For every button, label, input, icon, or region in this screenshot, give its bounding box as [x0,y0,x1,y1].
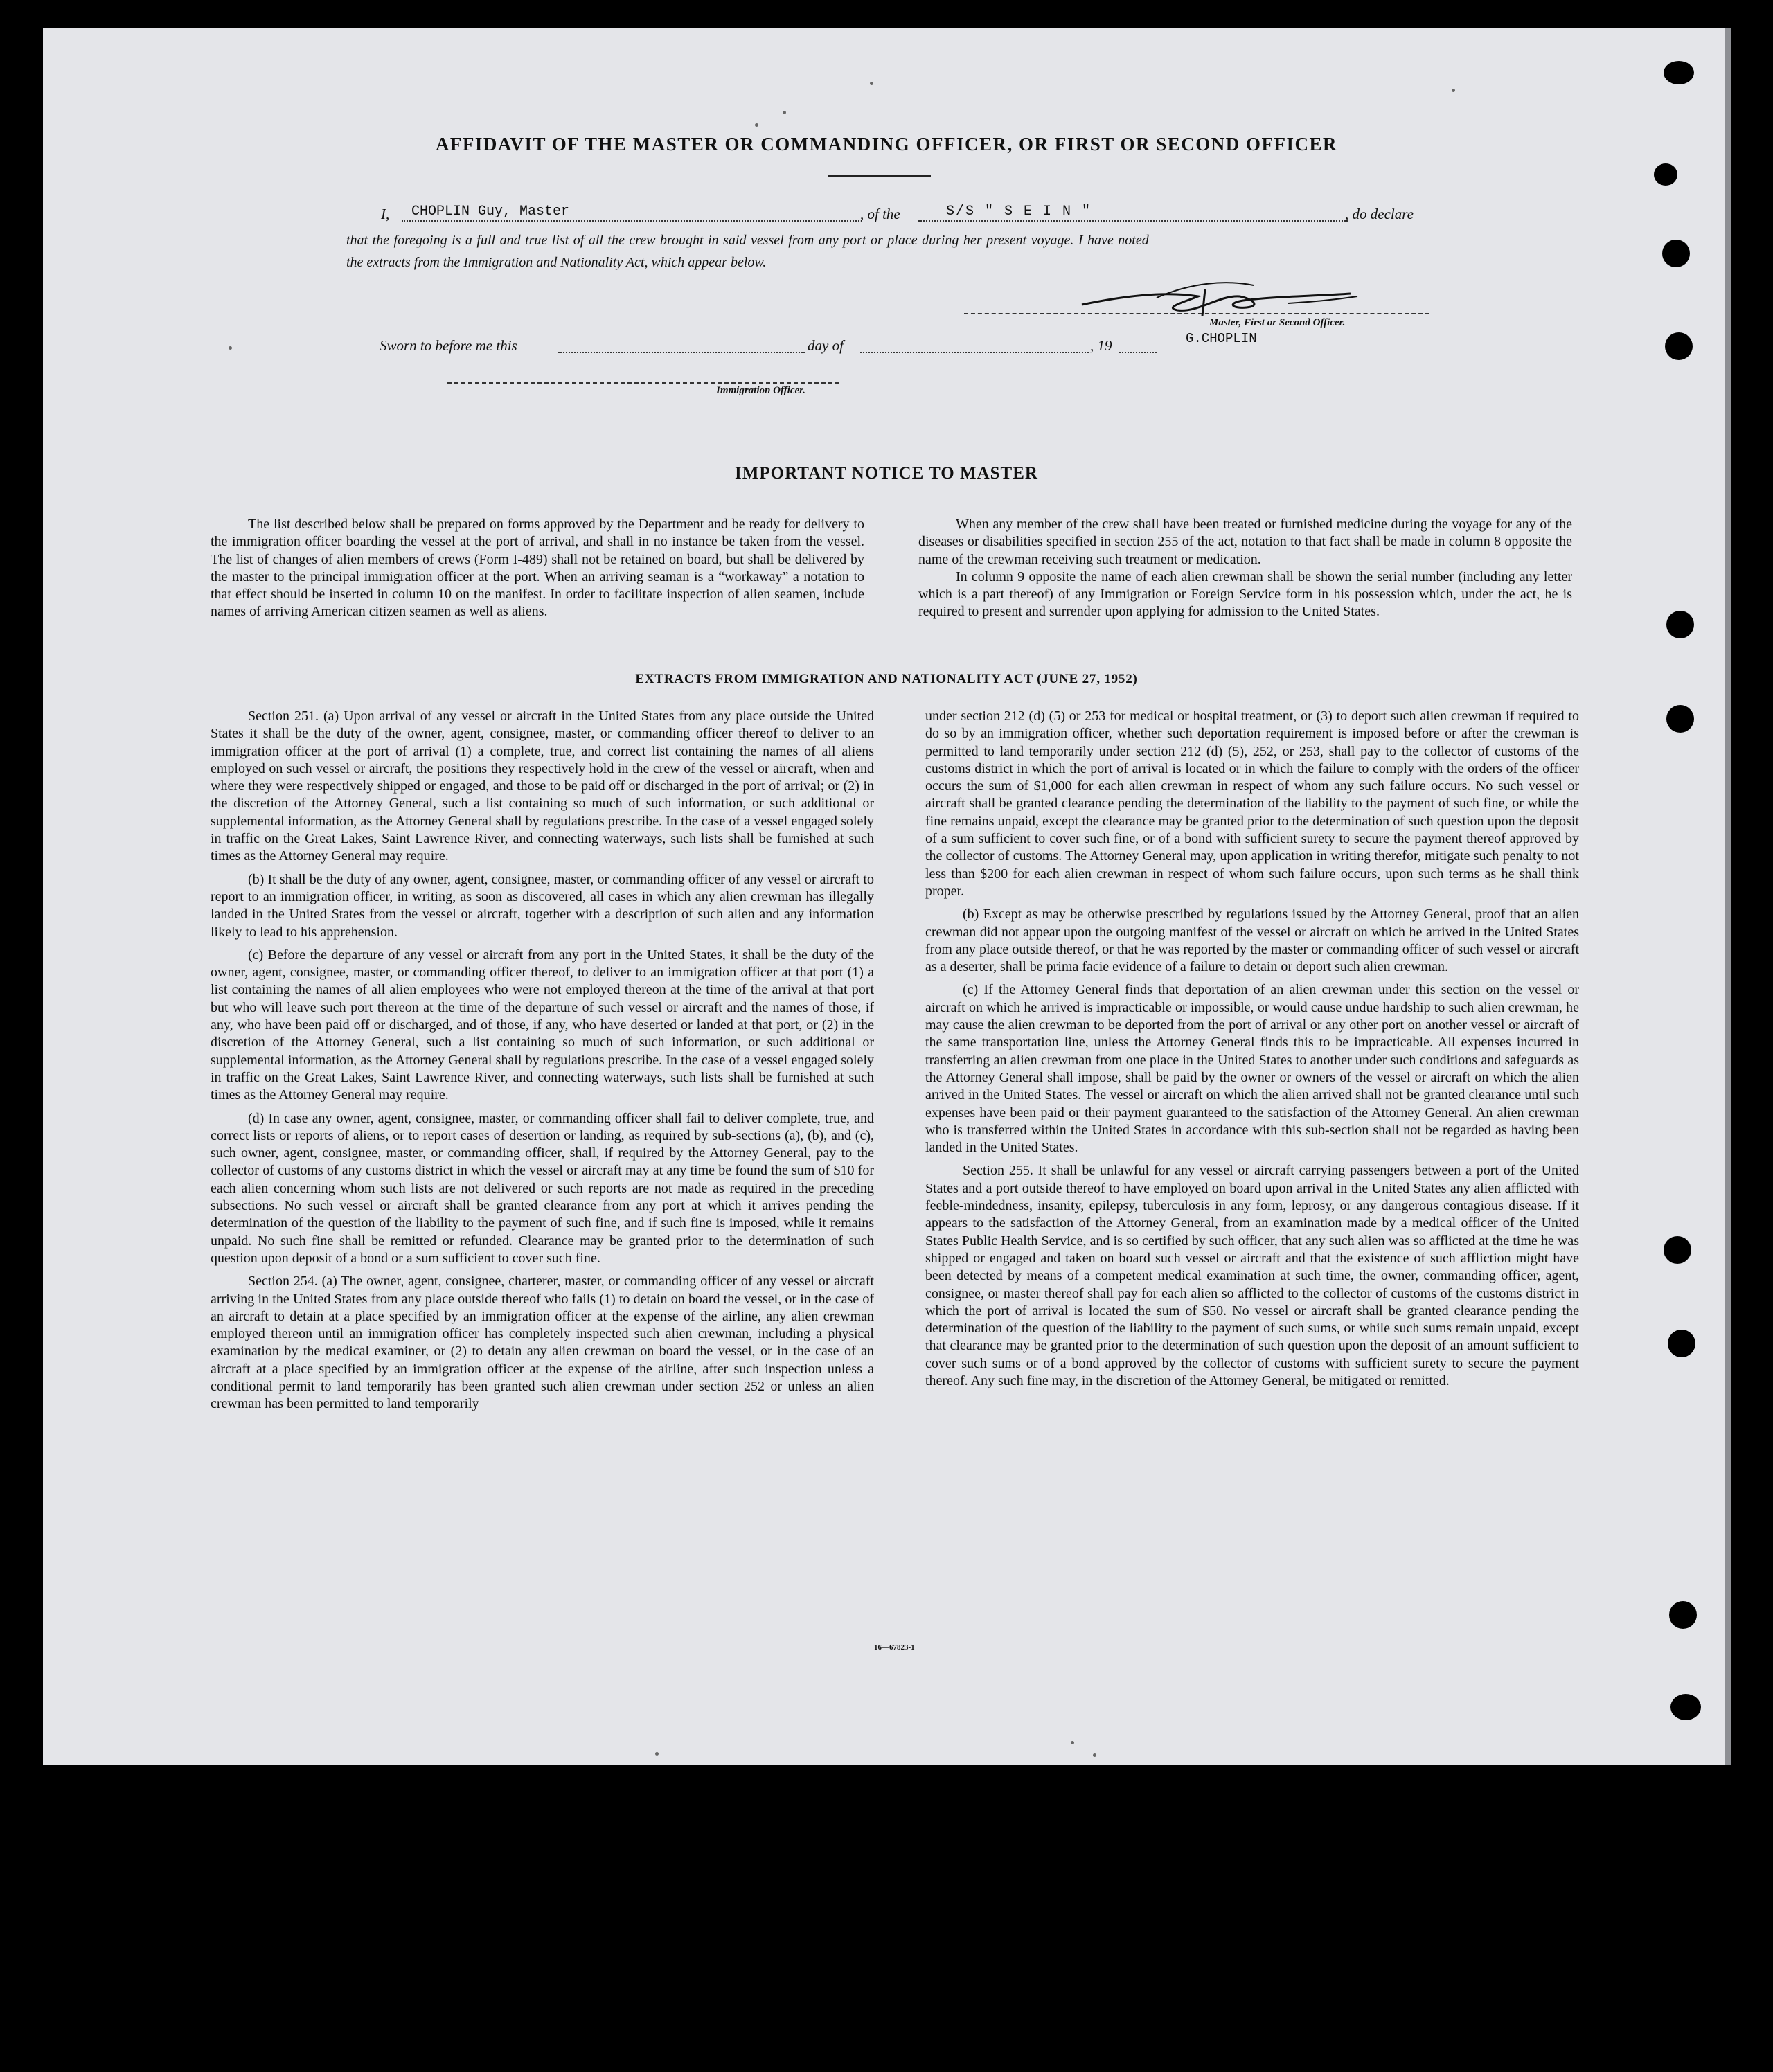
signature-title: Master, First or Second Officer. [1209,317,1346,328]
page-title: AFFIDAVIT OF THE MASTER OR COMMANDING OFFICER, OR FIRST OR SECOND OFFICER [435,134,1338,154]
notice-title: IMPORTANT NOTICE TO MASTER [735,464,1038,483]
section-254b: (b) Except as may be otherwise prescribed by regulations issued by the Attorney General, proof that an alien crewman did not appear upon the outgoing manifest of the vessel or aircraft on which he arrived in the United States from any place outside thereof, or that he was reported by the master or commanding officer of such vessel or aircraft as a deserter, shall be prima facie evidence of a failure to detain or deport such alien crewman. [925,906,1579,975]
binder-hole [1668,1330,1695,1357]
binder-hole [1666,705,1694,733]
of-the-label: , of the [860,206,900,222]
extracts-title: EXTRACTS FROM IMMIGRATION AND NATIONALITY ACT (JUNE 27, 1952) [635,672,1138,686]
scan-speck [1071,1741,1074,1744]
binder-hole [1670,1694,1701,1720]
scan-speck [229,346,232,350]
section-251c: (c) Before the departure of any vessel or aircraft from any port in the United States, it shall be the duty of the owner, agent, consignee, master, or commanding officer thereof, to deliver to an immigration officer at that port (1) a list containing the names of all alien employees who were not employed thereon at the time of the arrival at that port but who will leave such port thereon at the time of the departure of such vessel or aircraft and the names of those, if any, who have been paid off or discharged, and of those, if any, who have deserted or landed at that port, or (2) in the discretion of the Attorney General, such a list containing so much of such information, or such additional or supplemental information, as the Attorney General shall by regulations prescribe. In the case of a vessel engaged solely in traffic on the Great Lakes, Saint Lawrence River, and connecting waterways, such lists shall be furnished at such times as the Attorney General may require. [211,947,874,1103]
section-254a: Section 254. (a) The owner, agent, consignee, charterer, master, or commanding officer of any vessel or aircraft arriving in the United States from any place outside thereof who fails (1) to detain on board the vessel, or in the case of an aircraft to detain at a place specified by an immigration officer at the expense of the airline, any alien crewman employed thereon until an immigration officer has completely inspected such alien crewman, including a physical examination by the medical examiner, or (2) to detain any alien crewman on board the vessel, or in the case of an aircraft at a place specified by an immigration officer at the expense of the airline, after such inspection unless a conditional permit to land temporarily has been granted such alien crewman under section 252 or unless an alien crewman has been permitted to land temporarily [211,1274,874,1412]
master-name-field[interactable]: CHOPLIN Guy, Master [411,204,570,220]
notice-paragraph: The list described below shall be prepared on forms approved by the Department and be ready for delivery to the immigration officer boarding the vessel at the port of arrival, and shall in no instance be taken from the vessel. The list of changes of alien members of crews (Form I-489) shall not be retained on board, but shall be delivered by the master to the principal immigration officer at the port. When an arriving seaman is a “workaway” a notation to that effect should be inserted in column 10 on the manifest. In order to facilitate inspection of alien seamen, include names of arriving American citizen seamen as well as aliens. [211,517,864,620]
binder-hole [1665,332,1693,360]
year-label: , 19 [1090,337,1112,354]
section-251b: (b) It shall be the duty of any owner, agent, consignee, master, or commanding officer of any vessel or aircraft to report to an immigration officer, in writing, as soon as discovered, all cases in which any alien crewman has illegally landed in the United States from the vessel or aircraft, together with a description of such alien and any information likely to lead to his apprehension. [211,871,874,940]
section-255: Section 255. It shall be unlawful for any vessel or aircraft carrying passengers between a port of the United States and a port outside thereof to have employed on board upon arrival in the United States any alien afflicted with feeble-mindedness, insanity, epilepsy, tuberculosis in any form, leprosy, or any dangerous contagious disease. If it appears to the satisfaction of the Attorney General, from an examination made by a medical officer of the United States Public Health Service, and is so certified by such officer, that any such alien was so afflicted at the time he was shipped or engaged and taken on board such vessel or aircraft and that the existence of such affliction might have been detected by means of a competent medical examination at such time, the owner, commanding officer, agent, consignee, or master thereof shall pay for each alien so afflicted to the collector of customs of the customs district in which the port of arrival is located the sum of $50. No vessel or aircraft shall be granted clearance pending the determination of the question of the liability to the payment of such sums, or while such sums remain unpaid, except that clearance may be granted prior to the determination of such question upon the deposit of an amount sufficient to cover such sums or of a bond approved by the collector of customs with sufficient surety to secure the payment thereof. Any such fine may, in the discretion of the Attorney General, be mitigated or remitted. [925,1163,1579,1388]
extracts-left-column [211,708,874,1413]
sworn-label: Sworn to before me this [380,337,517,354]
scan-speck [755,123,758,127]
vessel-name-line [918,220,1348,222]
binder-hole [1664,1236,1691,1264]
affidavit-statement: that the foregoing is a full and true list of all the crew brought in said vessel from any port or place during her present voyage. I have noted [346,233,1149,248]
notice-left-column [211,516,864,621]
binder-hole [1654,163,1677,186]
scan-speck [1452,89,1455,92]
section-254c: (c) If the Attorney General finds that deportation of an alien crewman under this section on the vessel or aircraft on which he arrived is impracticable or impossible, or would cause undue hardship to such alien crewman, he may cause the alien crewman to be deported from the port of arrival or any other port on another vessel or aircraft of the same transportation line, unless the Attorney General finds this to be impracticable. All expenses incurred in transferring an alien crewman from one place in the United States to another under such conditions and safeguards as the Attorney General shall impose, shall be paid by the owner or owners of the vessel or aircraft on which the alien arrived in the United States. The vessel or aircraft on which the alien arrived shall not be granted clearance until such expenses have been paid or their payment guaranteed to the satisfaction of the Attorney General. An alien crewman who is transferred within the United States in accordance with this sub-section shall not be regarded as having been landed in the United States. [925,982,1579,1156]
binder-hole [1662,240,1690,267]
scan-speck [870,82,873,85]
extracts-right-column [925,708,1579,1390]
day-of-label: day of [808,337,844,354]
do-declare-label: , do declare [1345,206,1414,222]
section-251a: Section 251. (a) Upon arrival of any vessel or aircraft in the United States from any place outside the United States it shall be the duty of the owner, agent, consignee, master, or commanding officer thereof to deliver to an immigration officer at the port of arrival (1) a complete, true, and correct list containing the names of all aliens employed on such vessel or aircraft, the positions they respectively hold in the crew of the vessel or aircraft, when and where they were respectively shipped or engaged, and those to be paid off or discharged in the port of arrival; or (2) in the discretion of the Attorney General, such a list containing so much of such information, or such additional or supplemental information, as the Attorney General shall by regulations prescribe. In the case of a vessel engaged solely in traffic on the Great Lakes, Saint Lawrence River, and connecting waterways, such lists shall be furnished at such times as the Attorney General may require. [211,708,874,864]
scan-speck [655,1752,659,1756]
binder-hole [1669,1601,1697,1629]
officer-label: Immigration Officer. [716,385,805,396]
notice-paragraph: In column 9 opposite the name of each alien crewman shall be shown the serial number (including any letter which is a part thereof) of any Immigration or Foreign Service form in his possession which, under the act, he is required to present and surrender upon applying for admission to the United States. [918,569,1572,620]
sworn-year-line [1119,352,1157,353]
section-251d: (d) In case any owner, agent, consignee, master, or commanding officer shall fail to deliver complete, true, and correct lists or reports of aliens, or to report cases of desertion or landing, as required by sub-sections (a), (b), and (c), such owner, agent, consignee, master, or commanding officer, shall, if required by the Attorney General, pay to the collector of customs of any customs district in which the vessel or aircraft may at any time be found the sum of $10 for each alien concerning whom such lists are not delivered or such reports are not made as required in the preceding subsections. No such vessel or aircraft shall be granted clearance from any port at which it arrives pending the determination of the question of the liability to the payment of such fine, and if such fine is imposed, while it remains unpaid. No such fine shall be remitted or refunded. Clearance may be granted prior to the determination of such question upon deposit of a bond or a sum sufficient to cover such fine. [211,1110,874,1266]
notice-right-column [918,516,1572,621]
master-name-line [402,220,862,222]
page-edge [1725,28,1731,1765]
vessel-name-field[interactable]: S/S " S E I N " [946,204,1092,220]
officer-signature-line [447,382,839,384]
affidavit-statement-cont: the extracts from the Immigration and Nationality Act, which appear below. [346,255,767,270]
scan-speck [1093,1753,1096,1757]
binder-hole [1666,611,1694,638]
binder-hole [1664,61,1694,84]
sworn-month-line [860,352,1089,353]
signer-typed-name: G.CHOPLIN [1186,331,1257,346]
section-254a-cont: under section 212 (d) (5) or 253 for medical or hospital treatment, or (3) to deport such alien crewman if required to do so by an immigration officer, whether such deportation requirement is imposed before or after the crewman is permitted to land temporarily under section 212 (d) (5), 252, or 253, shall pay to the collector of customs of the customs district in which the port of arrival is located or in which the failure to comply with the orders of the officer occurs the sum of $1,000 for each alien crewman in respect of whom any such failure occurs. No such vessel or aircraft shall be granted clearance pending the determination of the liability to the payment of such fine, or while the fine remains unpaid, except the clearance may be granted prior to the determination of such question upon the deposit of a sum sufficient to cover such fine, or of a bond with sufficient surety to secure the payment thereof approved by the collector of customs. The Attorney General may, upon application in writing therefor, mitigate such penalty to not less than $200 for each alien crewman in respect of whom such failure occurs, upon such terms as he shall think proper. [925,708,1579,899]
affidavit-prefix: I, [381,206,390,222]
title-underline [828,175,931,177]
form-code: 16—67823-1 [874,1643,915,1652]
scan-speck [783,111,786,114]
signature-line [964,313,1429,314]
notice-paragraph: When any member of the crew shall have been treated or furnished medicine during the voyage for any of the diseases or disabilities specified in section 255 of the act, notation to that fact shall be made in column 8 opposite the name of the crewman receiving such treatment or medication. [918,517,1572,567]
sworn-day-line [558,352,805,353]
